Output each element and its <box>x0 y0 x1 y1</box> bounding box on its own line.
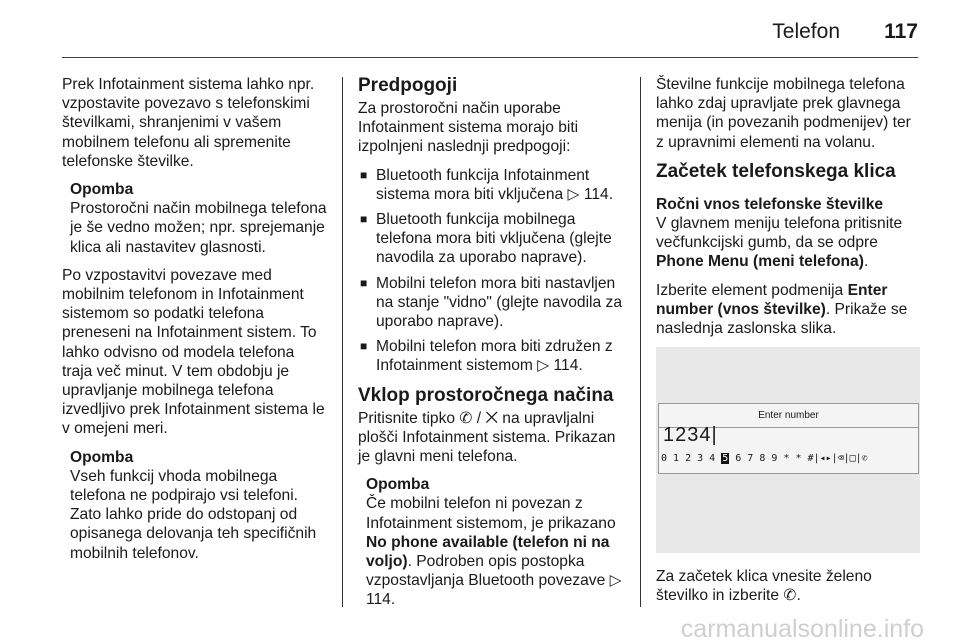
page-number: 117 <box>884 20 918 43</box>
text: . Prikaže se naslednja zaslonska slika. <box>656 300 908 338</box>
keys-after: 6 7 8 9 * * #|◂▸|⌫|□|✆ <box>729 453 868 465</box>
bold-text: Phone Menu (meni telefona) <box>656 253 864 271</box>
column-2 <box>358 75 626 619</box>
note-heading: Opomba <box>366 476 430 494</box>
paragraph: Po vzpostavitvi povezave med mobilnim telefonom in Infotainment sistemom so podatki telefona preneseni na Infotainment sistem. To lahko odvisno od modela telefona traja več minut. V tem obdobju je upravljanje mobilnega telefona izvedljivo prek Infotainment sistema le v omejeni meri. <box>62 266 325 438</box>
list-item: ■ Mobilni telefon mora biti združen z Infotainment sistemom ▷ 114. <box>360 337 626 375</box>
section-heading: Predpogoji <box>358 75 458 96</box>
enter-number-screen <box>658 403 919 474</box>
text: Izberite element podmenija <box>656 281 844 299</box>
note-box <box>70 180 328 257</box>
note-text: Vseh funkcij vhoda mobilnega telefona ne podpirajo vsi telefoni. Zato lahko pride do odstopanj od opisanega delovanja teh specifičnih mobilnih telefonov. <box>70 467 317 562</box>
note-heading: Opomba <box>70 448 134 466</box>
selected-key: 5 <box>722 453 729 465</box>
keypad-row <box>661 449 868 468</box>
watermark: carmanualsonline.info <box>680 615 924 643</box>
subheading: Ročni vnos telefonske številke <box>656 195 884 213</box>
note-text: Če mobilni telefon ni povezan z Infotainment sistemom, je prikazano <box>366 495 616 532</box>
list-item: ■ Bluetooth funkcija Infotainment sistema mora biti vključena ▷ 114. <box>360 166 626 204</box>
paragraph: Številne funkcije mobilnega telefona lahko zdaj upravljate prek glavnega menija (in povezanih podmenijev) ter z upravnimi elementi na volanu. <box>656 76 911 151</box>
note-box <box>366 475 626 609</box>
text: V glavnem meniju telefona pritisnite večfunkcijski gumb, da se odpre <box>656 215 903 252</box>
note-text: Prostoročni način mobilnega telefona je še vedno možen; npr. sprejemanje klica ali nastavitev glasnosti. <box>70 200 327 256</box>
keys-before: 0 1 2 3 4 <box>661 453 722 465</box>
list-item: ■ Mobilni telefon mora biti nastavljen na stanje "vidno" (glejte navodila za uporabo naprave). <box>360 274 626 332</box>
section-heading: Vklop prostoročnega načina <box>358 384 614 406</box>
paragraph <box>656 281 922 339</box>
column-3 <box>656 75 922 615</box>
paragraph: Pritisnite tipko ✆ / ⨉ na upravljalni plošči Infotainment sistema. Prikazan je glavni meni telefona. <box>358 409 616 466</box>
note-text: . Podroben opis postopka vzpostavljanja Bluetooth povezave ▷ 114. <box>366 553 622 609</box>
header-rule <box>62 57 918 58</box>
prerequisite-list <box>358 166 626 376</box>
paragraph: Za začetek klica vnesite želeno številko in izberite ✆. <box>656 568 872 605</box>
entered-number: 1234| <box>663 424 718 447</box>
page-title: Telefon <box>772 20 840 43</box>
screen-title: Enter number <box>659 406 918 428</box>
screen-figure <box>656 347 920 553</box>
note-heading: Opomba <box>70 181 134 199</box>
note-box <box>70 448 328 563</box>
column-divider-1 <box>342 77 343 607</box>
paragraph: Za prostoročni način uporabe Infotainment sistema morajo biti izpolnjeni naslednji predpogoji: <box>358 100 579 156</box>
column-divider-2 <box>640 77 641 607</box>
note-bold-text: No phone available (telefon ni na voljo) <box>366 533 610 571</box>
paragraph <box>656 214 922 272</box>
column-1 <box>62 75 328 572</box>
text: . <box>863 253 869 271</box>
list-item: ■ Bluetooth funkcija mobilnega telefona mora biti vključena (glejte navodila za uporabo naprave). <box>360 210 626 268</box>
paragraph: Prek Infotainment sistema lahko npr. vzpostavite povezavo s telefonskimi številkami, shranjenimi v vašem mobilnem telefonu ali spremenite telefonske številke. <box>62 76 315 170</box>
bold-text: Enter number (vnos številke) <box>656 281 888 318</box>
section-heading: Začetek telefonskega klica <box>656 160 896 182</box>
